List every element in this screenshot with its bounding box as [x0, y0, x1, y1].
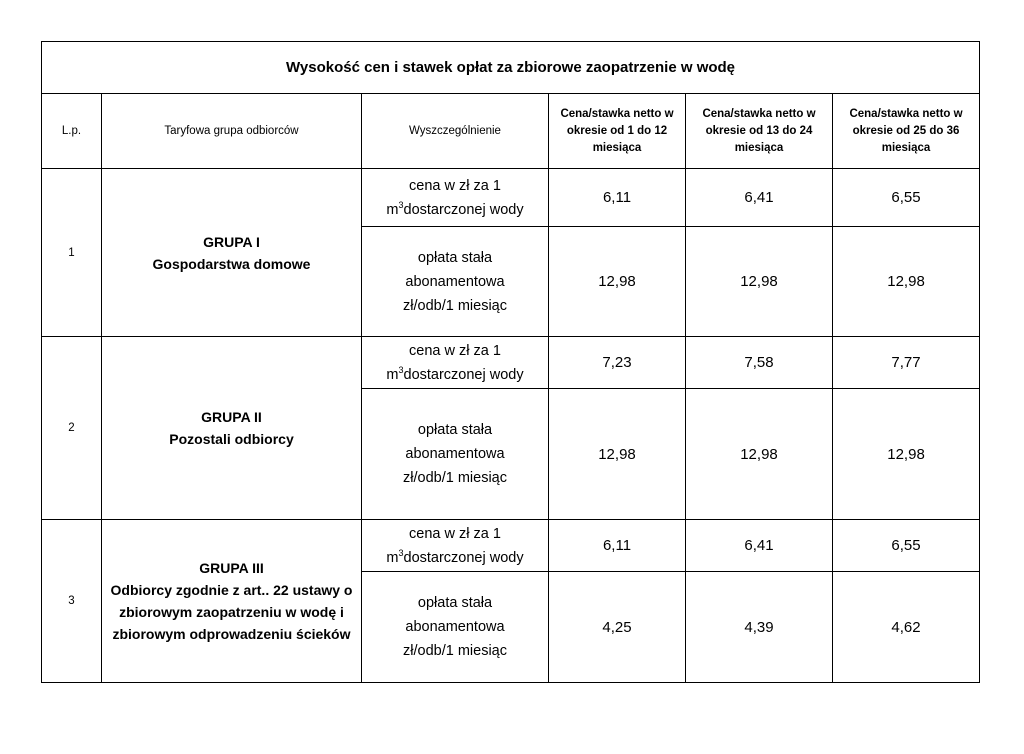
group-cell: [102, 169, 362, 337]
header-period-3: Cena/stawka netto w okresie od 25 do 36 miesiąca: [833, 94, 980, 169]
header-lp: L.p.: [42, 94, 102, 169]
group-name: GRUPA II: [201, 409, 262, 425]
table-row: [42, 169, 980, 227]
fee-value: 12,98: [549, 227, 686, 337]
price-value: 6,41: [686, 169, 833, 227]
price-description: cena w zł za 1 $m^3dostarczonej$ wody: [362, 337, 549, 389]
fee-value: 4,62: [833, 572, 980, 683]
header-detail: Wyszczególnienie: [362, 94, 549, 169]
header-period-1: Cena/stawka netto w okresie od 1 do 12 miesiąca: [549, 94, 686, 169]
group-subtitle: Odbiorcy zgodnie z art.. 22 ustawy o zbiorowym zaopatrzeniu w wodę i zbiorowym odprowadzeniu ścieków: [110, 582, 353, 642]
table-row: [42, 337, 980, 389]
group-cell: [102, 520, 362, 683]
price-description: cena w zł za 1 $m^3dostarczonej$ wody: [362, 520, 549, 572]
price-value: 7,58: [686, 337, 833, 389]
group-name: GRUPA III: [199, 560, 264, 576]
group-subtitle: Gospodarstwa domowe: [152, 255, 311, 272]
price-value: 6,41: [686, 520, 833, 572]
price-value: 7,23: [549, 337, 686, 389]
price-value: 6,11: [549, 520, 686, 572]
fee-value: 12,98: [549, 389, 686, 520]
fee-value: 12,98: [686, 389, 833, 520]
header-group: Taryfowa grupa odbiorców: [102, 94, 362, 169]
tariff-table: [41, 41, 980, 683]
row-number: 3: [42, 520, 102, 683]
table-title: Wysokość cen i stawek opłat za zbiorowe zaopatrzenie w wodę: [42, 42, 980, 94]
price-value: 6,55: [833, 169, 980, 227]
table-row: [42, 520, 980, 572]
fee-value: 4,25: [549, 572, 686, 683]
fee-value: 12,98: [833, 227, 980, 337]
price-description: cena w zł za 1 $m^3dostarczonej$ wody: [362, 169, 549, 227]
group-cell: [102, 337, 362, 520]
fee-value: 4,39: [686, 572, 833, 683]
header-row: [42, 94, 980, 169]
price-value: 6,55: [833, 520, 980, 572]
fee-description: opłata stała abonamentowa zł/odb/1 miesiąc: [362, 227, 549, 337]
fee-value: 12,98: [686, 227, 833, 337]
fee-value: 12,98: [833, 389, 980, 520]
fee-description: opłata stała abonamentowa zł/odb/1 miesiąc: [362, 572, 549, 683]
group-subtitle: Pozostali odbiorcy: [169, 431, 294, 447]
price-value: 7,77: [833, 337, 980, 389]
row-number: 1: [42, 169, 102, 337]
group-name: GRUPA I: [203, 233, 260, 250]
row-number: 2: [42, 337, 102, 520]
price-value: 6,11: [549, 169, 686, 227]
fee-description: opłata stała abonamentowa zł/odb/1 miesiąc: [362, 389, 549, 520]
header-period-2: Cena/stawka netto w okresie od 13 do 24 miesiąca: [686, 94, 833, 169]
